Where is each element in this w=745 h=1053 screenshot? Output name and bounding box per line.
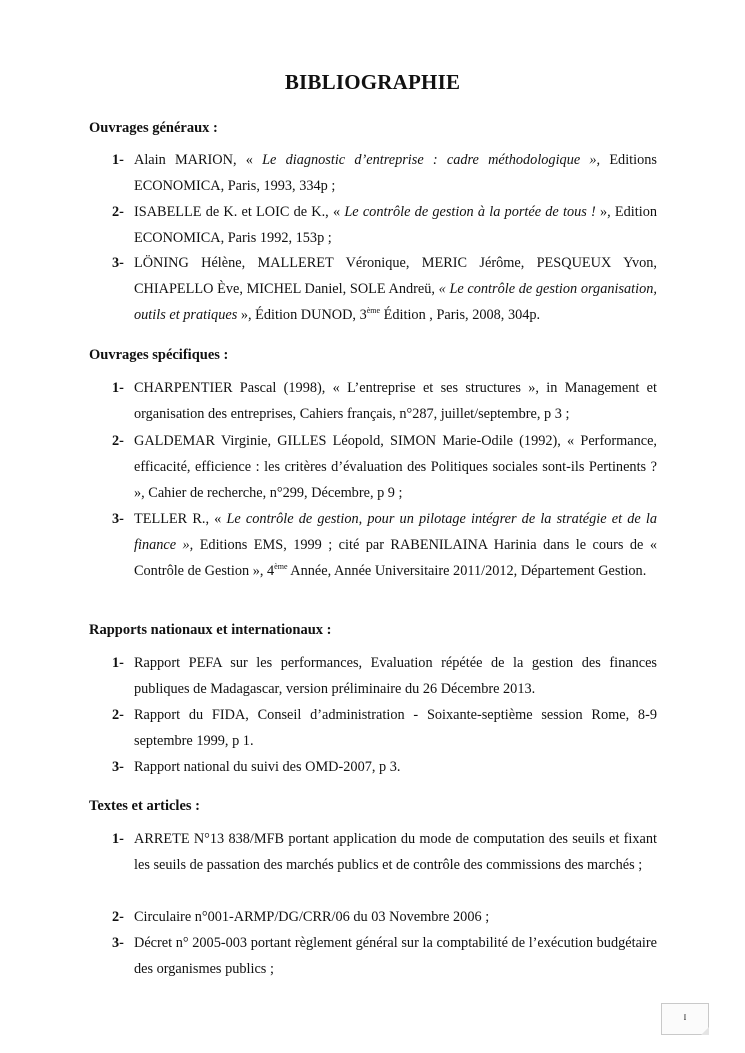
text-run: Édition , Paris, 2008, 304p. (380, 307, 541, 323)
superscript-text: ème (366, 306, 381, 316)
text-run: Année, Année Universitaire 2011/2012, Département Gestion. (287, 563, 647, 579)
page-number-label: I (683, 1013, 687, 1022)
entry-text (134, 904, 657, 930)
entry-number: 2- (112, 909, 124, 925)
bibliography-entry (112, 904, 657, 930)
entry-text (134, 506, 657, 584)
entry-text (134, 650, 657, 702)
bibliography-entry (112, 199, 657, 251)
entry-text (134, 754, 657, 780)
text-run: », Edition ECONOMICA, Paris 1992, 153p ; (134, 204, 658, 246)
italic-text: « Le contrôle de gestion organisation, outils et pratiques (134, 281, 657, 323)
text-run: Editions ECONOMICA, Paris, 1993, 334p ; (134, 152, 657, 194)
bibliography-entry (112, 506, 657, 584)
text-run: Circulaire n°001-ARMP/DG/CRR/06 du 03 Novembre 2006 ; (134, 909, 490, 925)
bibliography-entry (112, 650, 657, 702)
text-run: Rapport PEFA sur les performances, Evaluation répétée de la gestion des finances publiques de Madagascar, version préliminaire du 26 Décembre 2013. (134, 655, 657, 697)
bibliography-entry (112, 375, 657, 427)
entry-text (134, 428, 657, 506)
italic-text: Le diagnostic d’entreprise : cadre méthodologique », (262, 152, 601, 168)
page-number (661, 1003, 709, 1035)
entry-text (134, 250, 657, 328)
italic-text: Le contrôle de gestion à la portée de tous ! (344, 204, 596, 220)
page-title: BIBLIOGRAPHIE (284, 70, 461, 94)
italic-text: Le contrôle de gestion, pour un pilotage intégrer de la stratégie et de la finance », (134, 511, 657, 553)
entry-text (134, 930, 657, 982)
entry-text (134, 826, 657, 878)
text-run: GALDEMAR Virginie, GILLES Léopold, SIMON Marie-Odile (1992), « Performance, efficacité, efficience : les critères d’évaluation des Politiques sociales sont-ils Pertinents ? », Cahier de recherche, n°299, Décembre, p 9 ; (134, 433, 657, 501)
text-run: Décret n° 2005-003 portant règlement général sur la comptabilité de l’exécution budgétaire des organismes publics ; (134, 935, 657, 977)
entry-text (134, 702, 657, 754)
text-run: ARRETE N°13 838/MFB portant application du mode de computation des seuils et fixant les seuils de passation des marchés publics et de contrôle des commissions des marchés ; (134, 831, 657, 873)
entry-number: 2- (112, 433, 124, 449)
bibliography-entry (112, 147, 657, 199)
entry-number: 2- (112, 707, 124, 723)
bibliography-entry (112, 250, 657, 328)
section-heading-ouvrages-specifiques: Ouvrages spécifiques : (89, 347, 229, 363)
text-run: CHARPENTIER Pascal (1998), « L’entreprise et ses structures », in Management et organisation des entreprises, Cahiers français, n°287, juillet/septembre, p 3 ; (134, 380, 657, 422)
text-run: Alain MARION, « (134, 152, 263, 168)
text-run: », Édition DUNOD, 3 (237, 307, 367, 323)
entry-number: 3- (112, 935, 124, 951)
entry-number: 3- (112, 759, 124, 775)
entry-number: 1- (112, 380, 124, 396)
entry-text (134, 199, 657, 251)
entry-number: 2- (112, 204, 124, 220)
bibliography-entry (112, 702, 657, 754)
entry-number: 1- (112, 152, 124, 168)
entry-number: 1- (112, 655, 124, 671)
entry-text (134, 375, 657, 427)
bibliography-entry (112, 826, 657, 878)
page-fold-icon (701, 1027, 709, 1035)
text-run: TELLER R., « (134, 511, 227, 527)
section-heading-rapports: Rapports nationaux et internationaux : (89, 622, 332, 638)
entry-number: 3- (112, 255, 124, 271)
bibliography-entry (112, 930, 657, 982)
bibliography-entry (112, 754, 657, 780)
text-run: LÖNING Hélène, MALLERET Véronique, MERIC Jérôme, PESQUEUX Yvon, CHIAPELLO Ève, MICHEL Daniel, SOLE Andreü, (134, 255, 657, 297)
section-heading-textes-articles: Textes et articles : (89, 798, 200, 814)
entry-number: 1- (112, 831, 124, 847)
text-run: ISABELLE de K. et LOIC de K., « (134, 204, 345, 220)
section-heading-ouvrages-generaux: Ouvrages généraux : (89, 120, 218, 136)
text-run: Editions EMS, 1999 ; cité par RABENILAINA Harinia dans le cours de « Contrôle de Gestion », 4 (134, 537, 657, 579)
text-run: Rapport national du suivi des OMD-2007, p 3. (134, 759, 401, 775)
superscript-text: ème (274, 562, 288, 572)
bibliography-entry (112, 428, 657, 506)
entry-number: 3- (112, 511, 124, 527)
text-run: Rapport du FIDA, Conseil d’administration - Soixante-septième session Rome, 8-9 septembre 1999, p 1. (134, 707, 657, 749)
entry-text (134, 147, 657, 199)
